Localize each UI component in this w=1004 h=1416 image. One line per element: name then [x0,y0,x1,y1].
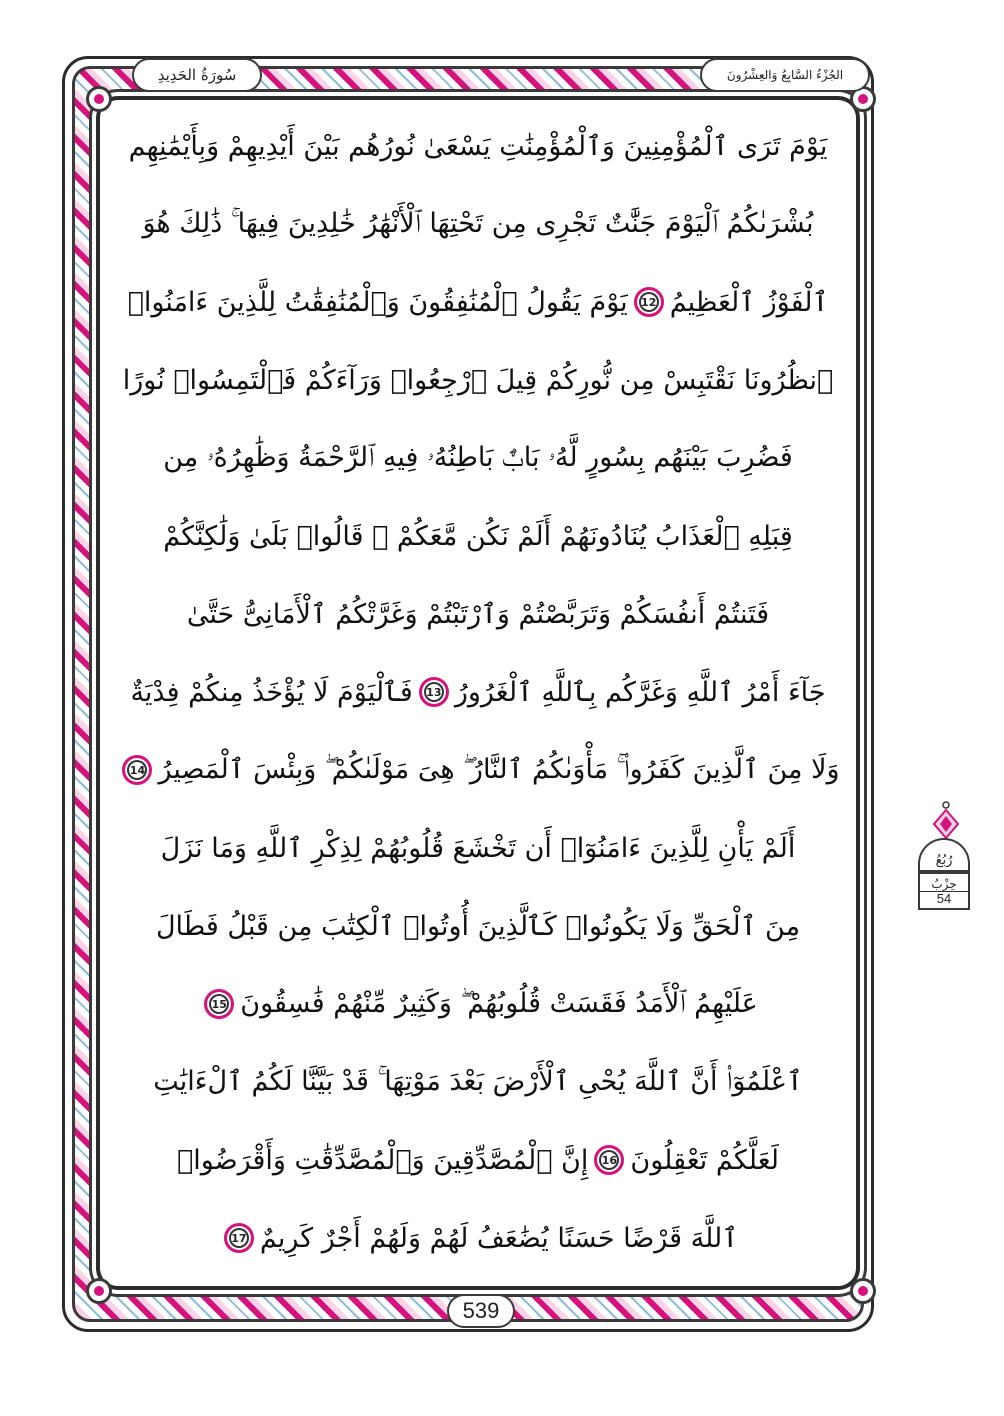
verse-line [110,890,846,962]
verse-text: ٱللَّهَ قَرْضًا حَسَنًا يُضَٰعَفُ لَهُمْ وَلَهُمْ أَجْرٌ كَرِيمٌ [259,1222,739,1254]
verse-line [110,1046,846,1118]
verse-text: ٱنظُرُونَا نَقْتَبِسْ مِن نُّورِكُمْ قِيلَ ٱرْجِعُوا۟ وَرَآءَكُمْ فَٱلْتَمِسُوا۟ نُورًا [122,364,834,396]
verse-line [110,422,846,494]
verse-text: ٱلْفَوْزُ ٱلْعَظِيمُ [669,286,829,318]
corner-roundel-icon [850,1278,876,1304]
ayah-number-marker: 16 [594,1145,624,1175]
verse-text: فَتَنتُمْ أَنفُسَكُمْ وَتَرَبَّصْتُمْ وَٱرْتَبْتُمْ وَغَرَّتْكُمُ ٱلْأَمَانِىُّ حَتَّىٰ [186,598,770,630]
hizb-word: حِزْبُ [931,876,957,891]
verse-line [110,110,846,182]
verse-line [110,266,846,338]
ayah-number-marker: 14 [122,755,152,785]
verse-line [110,656,846,728]
verse-line [110,188,846,260]
verse-text: عَلَيْهِمُ ٱلْأَمَدُ فَقَسَتْ قُلُوبُهُمْ ۖ وَكَثِيرٌ مِّنْهُمْ فَٰسِقُونَ [240,988,758,1019]
ayah-number-marker: 15 [204,989,234,1019]
quarter-marker: رُبُعُ [918,838,970,872]
verse-line [110,500,846,572]
verse-text: يَوْمَ يَقُولُ ٱلْمُنَٰفِقُونَ وَٱلْمُنَٰفِقَٰتُ لِلَّذِينَ ءَامَنُوا۟ [127,286,628,318]
verse-line [110,734,846,806]
verse-text: جَآءَ أَمْرُ ٱللَّهِ وَغَرَّكُم بِٱللَّهِ ٱلْغَرُورُ [454,676,826,708]
surah-label: سُورَةُ الحَدِيدِ [132,58,262,92]
verse-text: أَلَمْ يَأْنِ لِلَّذِينَ ءَامَنُوٓا۟ أَن تَخْشَعَ قُلُوبُهُمْ لِذِكْرِ ٱللَّهِ وَمَا نَزَلَ [160,832,796,864]
verse-text: ٱعْلَمُوٓا۟ أَنَّ ٱللَّهَ يُحْىِ ٱلْأَرْضَ بَعْدَ مَوْتِهَا ۚ قَدْ بَيَّنَّا لَكُمُ ٱلْءَايَٰتِ [153,1066,803,1097]
verse-text: يَوْمَ تَرَى ٱلْمُؤْمِنِينَ وَٱلْمُؤْمِنَٰتِ يَسْعَىٰ نُورُهُم بَيْنَ أَيْدِيهِمْ وَبِأَيْمَٰنِهِم [128,130,828,162]
corner-roundel-icon [86,86,112,112]
verse-line [110,1202,846,1274]
verse-line [110,578,846,650]
verse-text: مِنَ ٱلْحَقِّ وَلَا يَكُونُوا۟ كَٱلَّذِينَ أُوتُوا۟ ٱلْكِتَٰبَ مِن قَبْلُ فَطَالَ [155,910,801,942]
juz-label: الجُزْءُ السَّابِعُ وَالعِشْرُونَ [700,58,870,92]
ayah-number-marker: 17 [224,1223,254,1253]
verse-text: لَعَلَّكُمْ تَعْقِلُونَ [630,1144,779,1176]
verse-text: فَٱلْيَوْمَ لَا يُؤْخَذُ مِنكُمْ فِدْيَةٌ [130,676,413,708]
verse-text: فَضُرِبَ بَيْنَهُم بِسُورٍ لَّهُۥ بَابٌۢ بَاطِنُهُۥ فِيهِ ٱلرَّحْمَةُ وَظَٰهِرُهُۥ مِن [163,442,793,473]
verse-text: وَلَا مِنَ ٱلَّذِينَ كَفَرُوا۟ ۚ مَأْوَىٰكُمُ ٱلنَّارُ ۖ هِىَ مَوْلَىٰكُمْ ۖ وَبِئْسَ ٱلْمَصِيرُ [158,754,840,785]
ayah-number-marker: 12 [634,287,664,317]
verse-line [110,1124,846,1196]
verse-text: إِنَّ ٱلْمُصَّدِّقِينَ وَٱلْمُصَّدِّقَٰتِ وَأَقْرَضُوا۟ [177,1144,589,1176]
verse-line [110,344,846,416]
ayah-number-marker: 13 [419,677,449,707]
hizb-marker [918,872,970,910]
verse-line [110,812,846,884]
verse-text: قِبَلِهِ ٱلْعَذَابُ يُنَادُونَهُمْ أَلَمْ نَكُن مَّعَكُمْ ۖ قَالُوا۟ بَلَىٰ وَلَٰكِنَّكُمْ [163,520,793,552]
verse-line [110,968,846,1040]
verse-text: بُشْرَىٰكُمُ ٱلْيَوْمَ جَنَّٰتٌ تَجْرِى مِن تَحْتِهَا ٱلْأَنْهَٰرُ خَٰلِدِينَ فِيهَا ۚ ذَٰلِكَ هُوَ [142,208,814,239]
corner-roundel-icon [86,1278,112,1304]
hizb-number: 54 [920,891,968,906]
verse-text-area [110,110,846,1280]
page-number: 539 [447,1294,515,1328]
